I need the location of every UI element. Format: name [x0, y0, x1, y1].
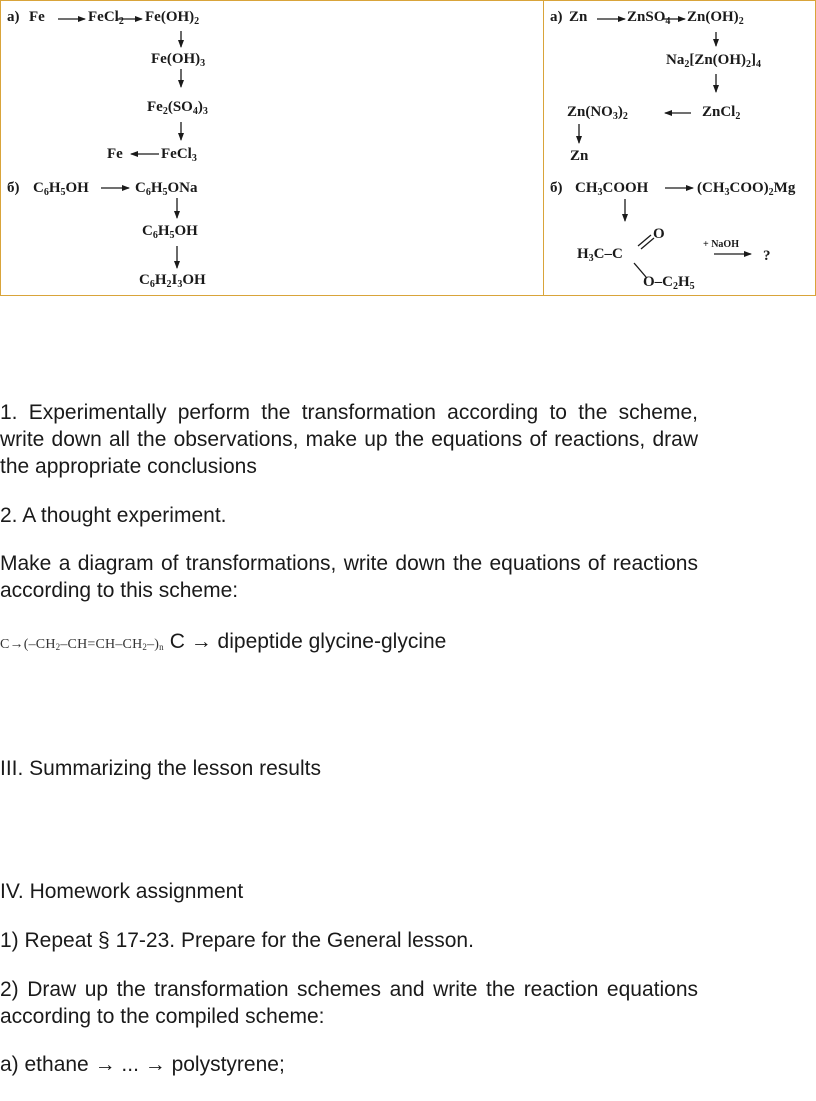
section-3-heading: III. Summarizing the lesson results: [0, 757, 321, 780]
scheme-right-a-label: a): [550, 9, 563, 25]
chem-znoh2: $Zn(OH)_2$: [687, 9, 744, 27]
chem-zn: Zn: [569, 9, 588, 25]
task-2-title: 2. A thought experiment.: [0, 504, 227, 527]
chem-fe2so43: $Fe_2(SO_4)_3$: [147, 99, 208, 117]
task-1-text: 1. Experimentally perform the transformation according to the scheme, write down all the observations, make up the equations of reactions, draw the appropriate conclusions: [0, 401, 698, 478]
chem-feoh2: $Fe(OH)_2$: [145, 9, 200, 27]
scheme-arrows: [1, 1, 816, 297]
reagent-naoh: + NaOH: [703, 239, 739, 250]
chem-acetic-acid: $CH_3COOH$: [575, 180, 649, 198]
chem-sodium-tetrahydroxozincate: $Na_2[Zn(OH)_2]_4$: [666, 52, 762, 70]
scheme-right-b-label: б): [550, 180, 563, 196]
chem-fecl3: FeCl$_3$: [161, 146, 197, 164]
chem-triiodophenol: $C_6H_2I_3OH$: [139, 272, 206, 290]
chem-zncl2: ZnCl$_2$: [702, 104, 741, 122]
unknown-product: ?: [763, 248, 771, 264]
transformation-formula-line: [0, 630, 446, 654]
formula-continuation: C → dipeptide glycine-glycine: [163, 630, 447, 653]
chem-zn-end: Zn: [570, 148, 589, 164]
chem-znso4: ZnSO$_4$: [627, 9, 671, 27]
scheme-left-b-label: б): [7, 180, 20, 196]
chem-ester-carbonyl-o: O: [653, 226, 665, 242]
chem-ester-ethoxy: $O-C_2H_5$: [643, 274, 695, 292]
chem-znno32: $Zn(NO_3)_2$: [567, 104, 628, 122]
task-2-text: Make a diagram of transformations, write down the equations of reactions according to this scheme:: [0, 552, 698, 602]
chem-feoh3: $Fe(OH)_3$: [151, 51, 206, 69]
homework-item-2a: a) ethane → ... → polystyrene;: [0, 1053, 285, 1076]
chem-fecl2: FeCl$_2$: [88, 9, 124, 27]
chem-fe-end: Fe: [107, 146, 123, 162]
section-4-heading: IV. Homework assignment: [0, 880, 244, 903]
chem-ester-left: $H_3C-C$: [577, 246, 623, 264]
chem-fe: Fe: [29, 9, 45, 25]
chem-sodium-phenolate: $C_6H_5ONa$: [135, 180, 198, 198]
homework-item-1: 1) Repeat § 17-23. Prepare for the General lesson.: [0, 929, 474, 952]
chem-phenol-2: $C_6H_5OH$: [142, 223, 198, 241]
chem-phenol-1: $C_6H_5OH$: [33, 180, 89, 198]
double-bond: [638, 235, 651, 246]
scheme-left-a-label: a): [7, 9, 20, 25]
polymer-formula: $C\to(-CH_2-CH=CH-CH_2-)_n$: [0, 637, 164, 652]
transformation-scheme-table: [0, 0, 816, 296]
homework-item-2: 2) Draw up the transformation schemes and write the reaction equations according to the compiled scheme:: [0, 978, 698, 1028]
chem-magnesium-acetate: $(CH_3COO)_2Mg$: [697, 180, 796, 198]
